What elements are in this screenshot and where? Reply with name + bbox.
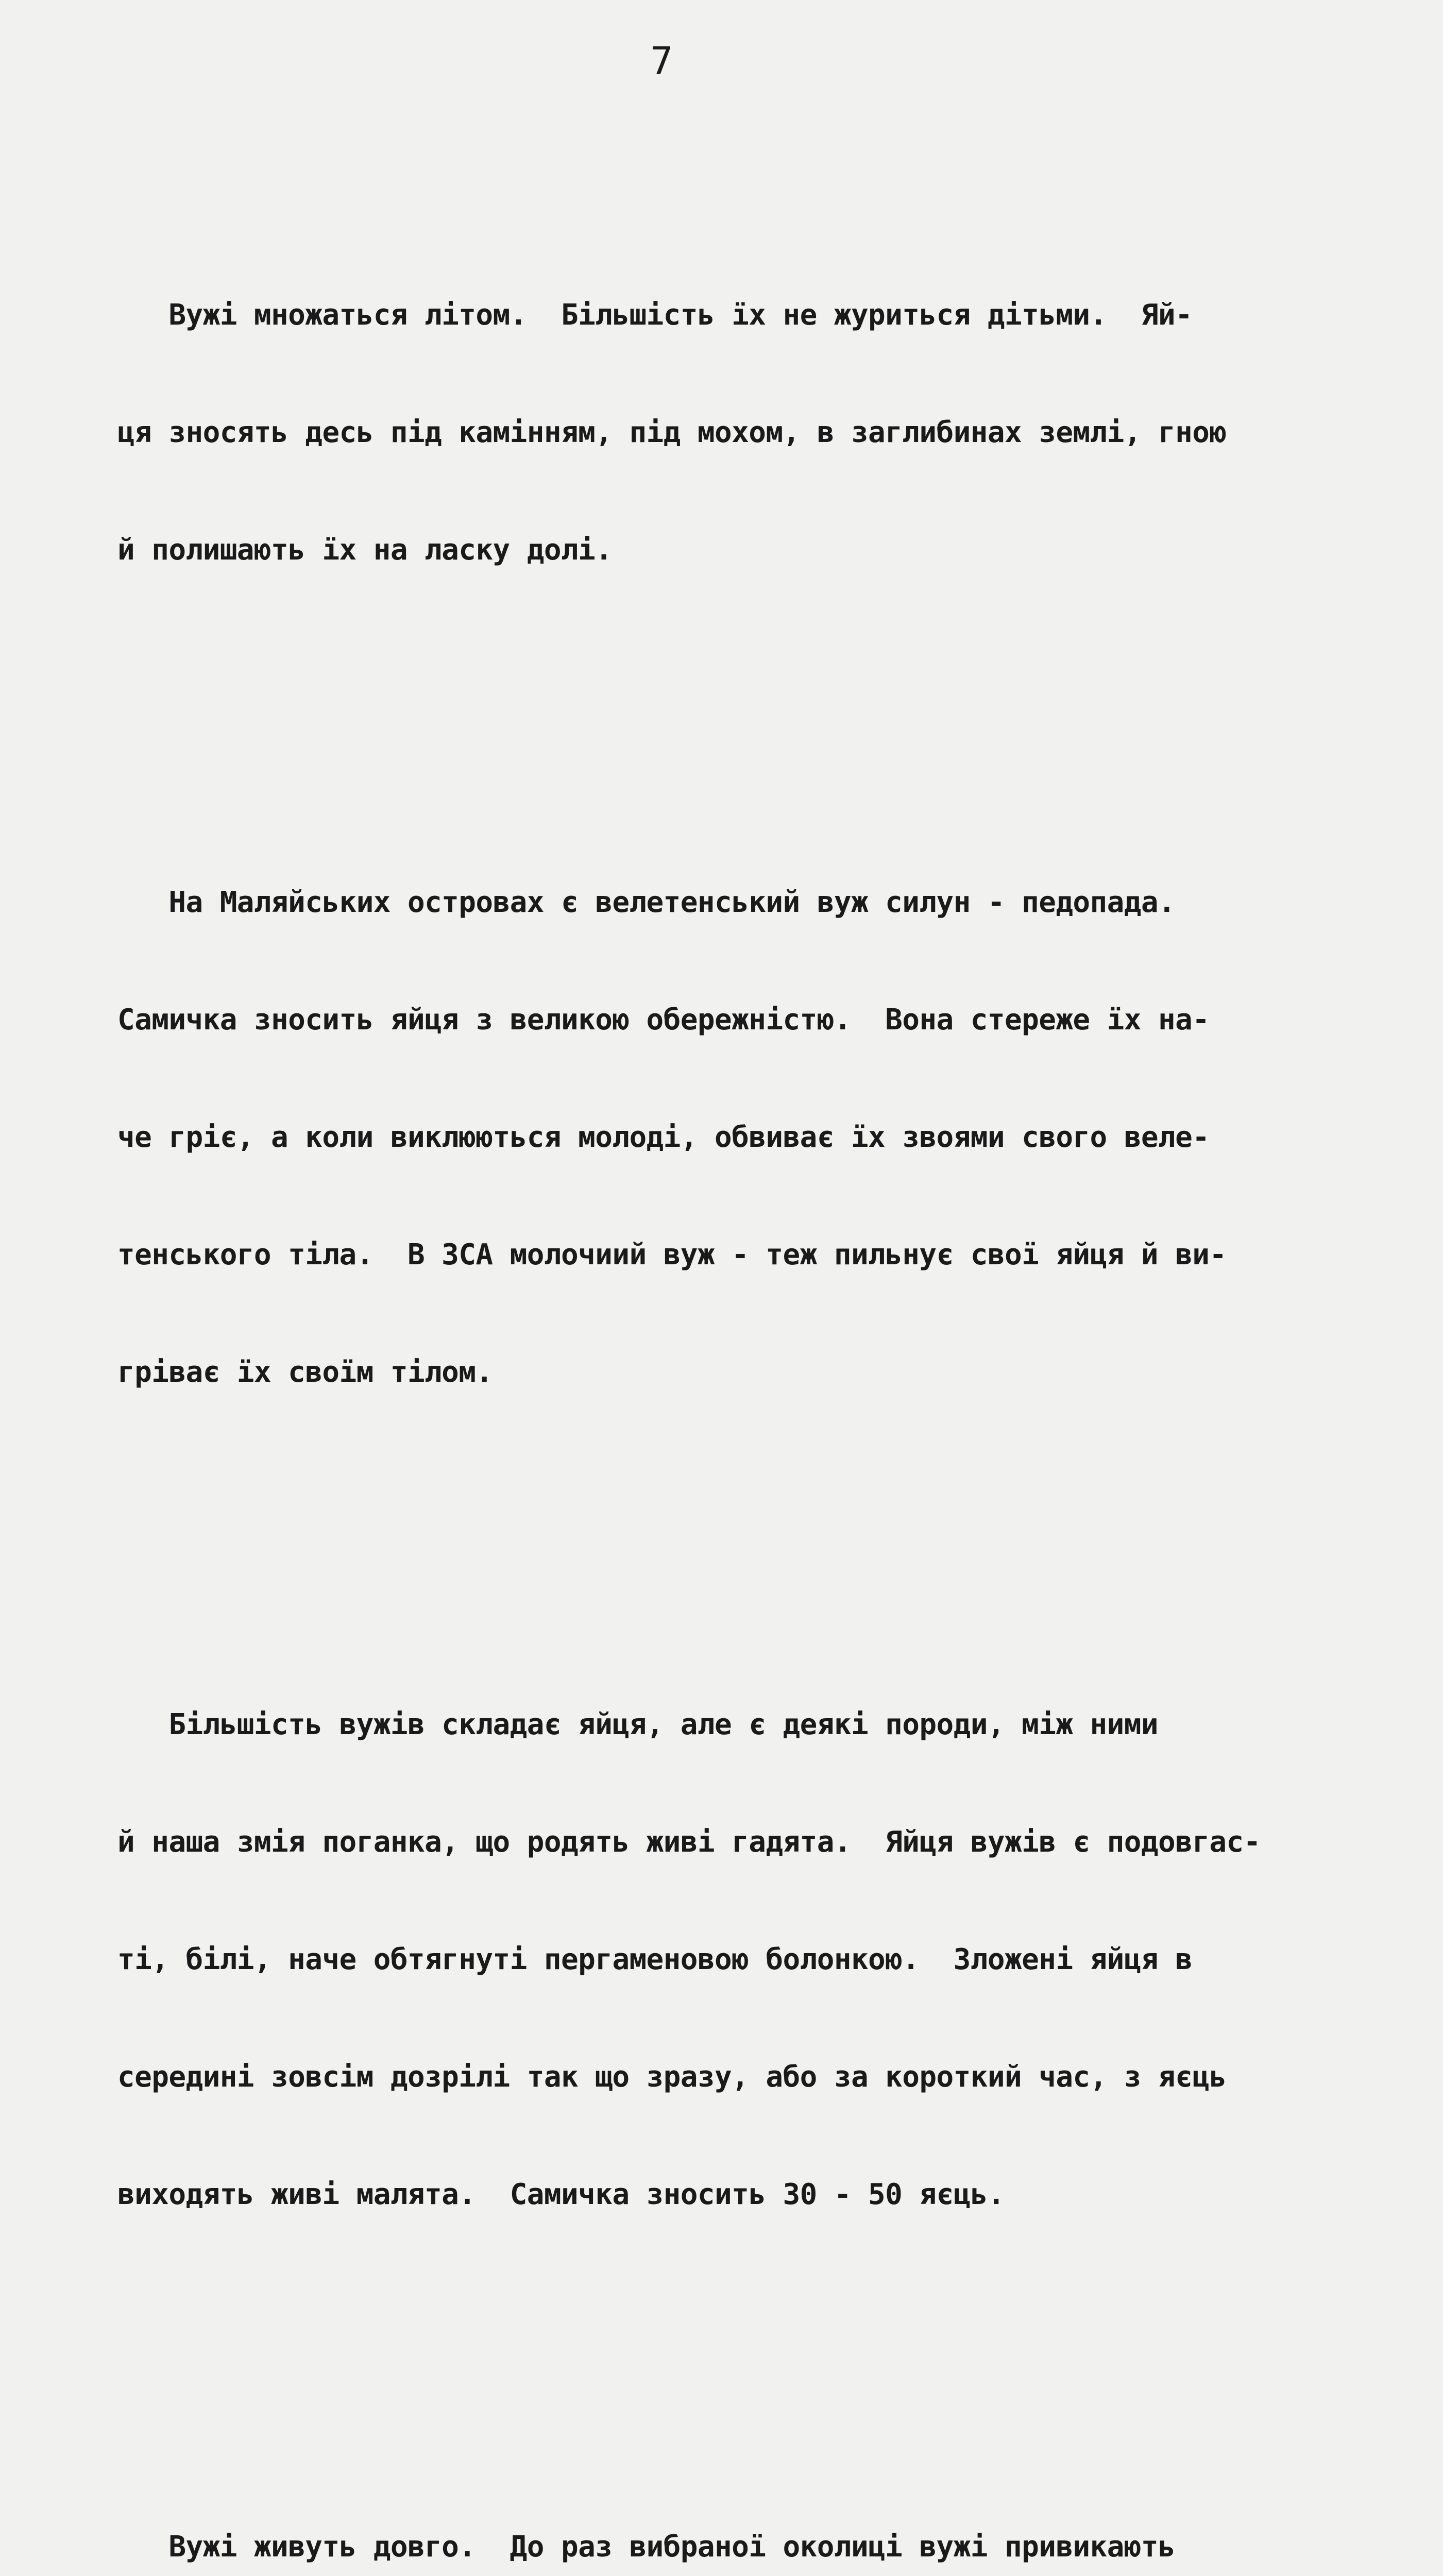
text-line: Самичка зносить яйця з великою обережністю. Вона стереже їх на- [117,1003,1210,1037]
text-line: На Маляйських островах є велетенський вуж силун - педопада. [117,886,1176,919]
text-line: ті, білі, наче обтягнуті пергаменовою болонкою. Зложені яйця в [117,1943,1193,1976]
text-line: ця зносять десь під камінням, під мохом, в заглибинах землі, гною [117,416,1227,449]
text-line: й наша змія поганка, що родять живі гадята. Яйця вужів є подовгас- [117,1825,1261,1859]
text-line: Більшість вужів складає яйця, але є деякі породи, між ними [117,1708,1159,1741]
text-line: че гріє, а коли виклюються молоді, обвиває їх звоями свого веле- [117,1121,1210,1154]
text-line: виходять живі малята. Самичка зносить 30 - 50 яєць. [117,2178,1005,2211]
text-line: середині зовсім дозрілі так що зразу, або за короткий час, з яєць [117,2060,1227,2094]
paragraph-reproduction [117,217,1405,648]
text-line: гріває їх своїм тілом. [117,1355,493,1389]
text-line: й полишають їх на ласку долі. [117,533,613,567]
paragraph-eggs [117,1627,1405,2293]
text-line: Вужі живуть довго. До раз вибраної околиці вужі привикають [117,2530,1176,2564]
page-number: 7 [650,39,673,83]
paragraph-malay-python [117,805,1405,1470]
text-line: тенського тіла. В ЗСА молочиий вуж - теж пильнує свої яйця й ви- [117,1238,1227,1272]
paragraph-longevity [117,2449,1405,2576]
text-line: Вужі множаться літом. Більшість їх не журиться дітьми. Яй- [117,298,1193,332]
body-text [117,139,1405,2576]
